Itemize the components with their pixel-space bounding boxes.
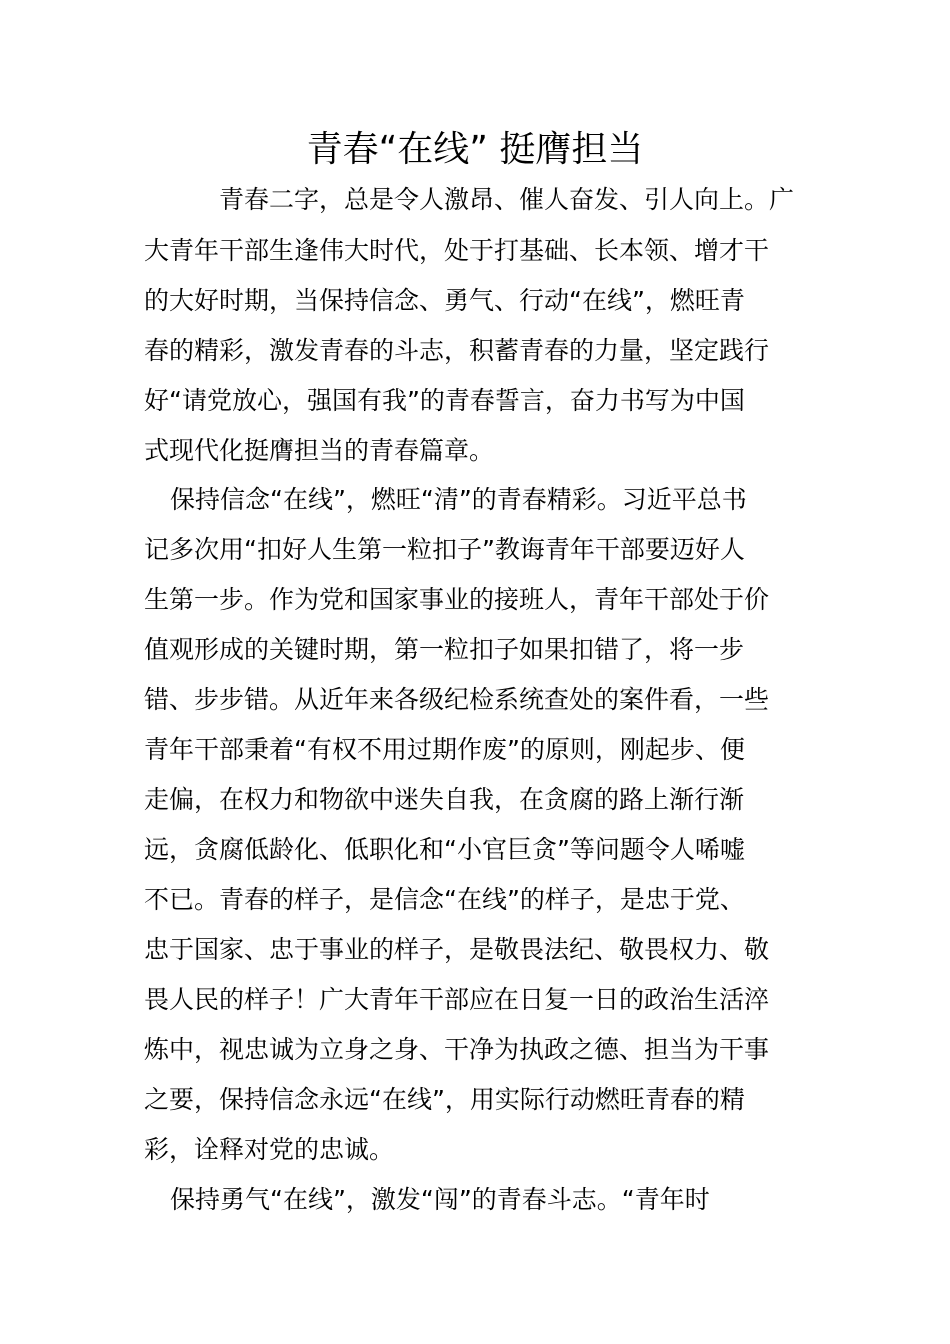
paragraph-line: 青年干部秉着“有权不用过期作废”的原则，刚起步、便 xyxy=(144,735,745,764)
paragraph-line: 青春二字，总是令人激昂、催人奋发、引人向上。广 xyxy=(219,185,795,214)
paragraph-line: 炼中，视忠诚为立身之身、干净为执政之德、担当为干事 xyxy=(144,1035,770,1064)
paragraph-line: 走偏，在权力和物欲中迷失自我，在贪腐的路上渐行渐 xyxy=(144,785,745,814)
page-title: 青春“在线” 挺膺担当 xyxy=(306,129,644,170)
paragraph-line: 记多次用“扣好人生第一粒扣子”教诲青年干部要迈好人 xyxy=(144,535,745,564)
paragraph-line: 保持勇气“在线”，激发“闯”的青春斗志。“青年时 xyxy=(170,1185,710,1214)
paragraph-line: 保持信念“在线”，燃旺“清”的青春精彩。习近平总书 xyxy=(170,485,747,514)
paragraph-line: 春的精彩，激发青春的斗志，积蓄青春的力量，坚定践行 xyxy=(144,336,770,365)
paragraph-line: 不已。青春的样子，是信念“在线”的样子，是忠于党、 xyxy=(144,885,745,914)
paragraph-line: 好“请党放心，强国有我”的青春誓言，奋力书写为中国 xyxy=(144,386,745,415)
paragraph-line: 式现代化挺膺担当的青春篇章。 xyxy=(144,436,495,465)
paragraph-line: 错、步步错。从近年来各级纪检系统查处的案件看，一些 xyxy=(144,685,770,714)
paragraph-line: 之要，保持信念永远“在线”，用实际行动燃旺青春的精 xyxy=(144,1085,745,1114)
paragraph-line: 大青年干部生逢伟大时代，处于打基础、长本领、增才干 xyxy=(144,236,770,265)
paragraph-line: 生第一步。作为党和国家事业的接班人，青年干部处于价 xyxy=(144,585,770,614)
paragraph-line: 忠于国家、忠于事业的样子，是敬畏法纪、敬畏权力、敬 xyxy=(144,935,770,964)
paragraph-line: 远，贪腐低龄化、低职化和“小官巨贪”等问题令人唏嘘 xyxy=(144,835,745,864)
paragraph-line: 的大好时期，当保持信念、勇气、行动“在线”，燃旺青 xyxy=(144,286,745,315)
paragraph-line: 值观形成的关键时期，第一粒扣子如果扣错了，将一步 xyxy=(144,635,745,664)
paragraph-line: 彩，诠释对党的忠诚。 xyxy=(144,1135,395,1164)
paragraph-line: 畏人民的样子！广大青年干部应在日复一日的政治生活淬 xyxy=(144,985,770,1014)
